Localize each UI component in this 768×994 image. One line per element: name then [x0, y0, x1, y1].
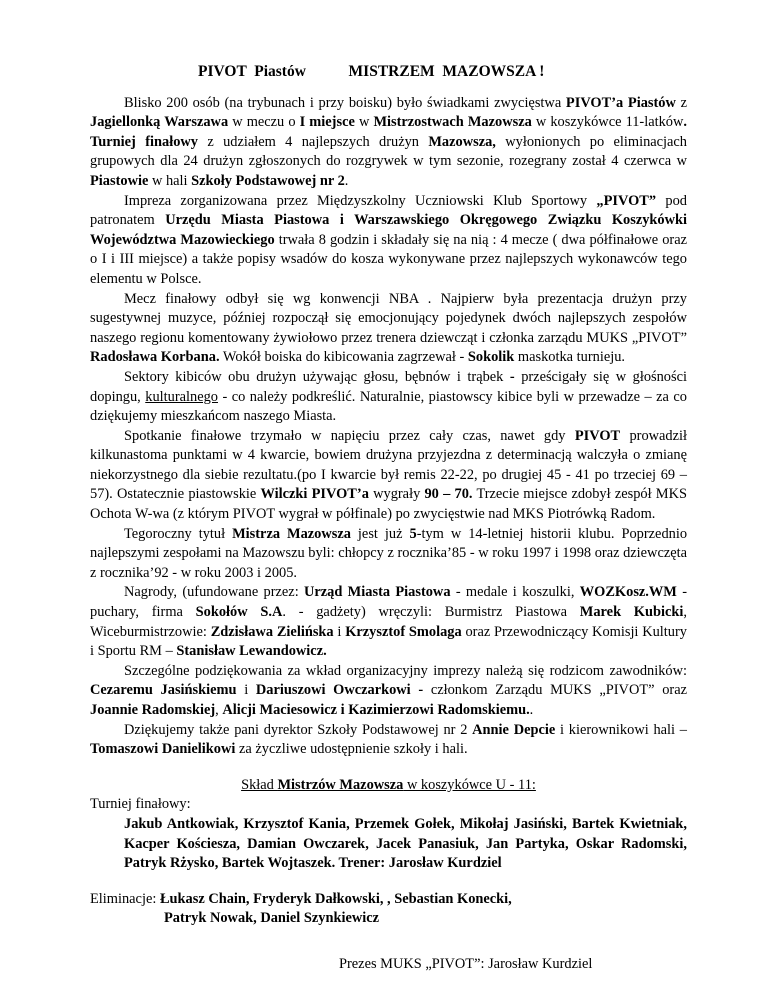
coach: Trener: Jarosław Kurdziel: [338, 855, 502, 872]
paragraph-9: Dziękujemy także pani dyrektor Szkoły Podstawowej nr 2 Annie Depcie i kierownikowi hali – Tomaszowi Danielikowi za życzliwe udostępnienie szkoły i hali.: [90, 721, 687, 758]
paragraph-5: Spotkanie finałowe trzymało w napięciu przez cały czas, nawet gdy PIVOT prowadził kilkunastoma punktami w 4 kwarcie, bowiem drużyna przyjezdna z determinacją walczyła o zmianę niekorzystnego dla siebie rezultatu.(po I kwarcie był remis 22-22, po drugiej 45 - 41 po trzeciej 69 – 57). Ostatecznie piastowskie Wilczki PIVOT’a wygrały 90 – 70. Trzecie miejsce zdobył zespół MKS Ochota W-wa (z którym PIVOT wygrał w półfinale) po zwycięstwie nad MKS Piotrówką Radom.: [90, 427, 688, 523]
paragraph-1: Blisko 200 osób (na trybunach i przy boisku) było świadkami zwycięstwa PIVOT’a Piastów z Jagiellonką Warszawa w meczu o I miejsce w Mistrzostwach Mazowsza w koszykówce 11-latków. Turniej finałowy z udziałem 4 najlepszych drużyn Mazowsza, wyłonionych po eliminacjach grupowych dla 24 drużyn zgłoszonych do rozgrywek w tym sezonie, rozegrany został 4 czerwca w Piastowie w hali Szkoły Podstawowej nr 2.: [90, 94, 688, 189]
paragraph-8: Szczególne podziękowania za wkład organizacyjny imprezy należą się rodzicom zawodników: Cezaremu Jasińskiemu i Dariuszowi Owczarkowi - członkom Zarządu MUKS „PIVOT” oraz Joannie Radomskiej, Alicji Maciesowicz i Kazimierzowi Radomskiemu..: [90, 662, 687, 718]
eliminations-line-2: Patryk Nowak, Daniel Szynkiewicz: [164, 910, 380, 927]
paragraph-3: Mecz finałowy odbył się wg konwencji NBA . Najpierw była prezentacja drużyn przy sugestywnej muzyce, później rozpoczął się emocjonujący pojedynek dwóch najlepszych zespołów naszego regionu komentowany żywiołowo przez trenera dziewcząt i członka zarządu MUKS „PIVOT” Radosława Korbana. Wokół boiska do kibicowania zagrzewał - Sokolik maskotka turnieju.: [90, 290, 687, 366]
paragraph-2: Impreza zorganizowana przez Międzyszkolny Uczniowski Klub Sportowy „PIVOT” pod patronatem Urzędu Miasta Piastowa i Warszawskiego Okręgowego Związku Koszykówki Województwa Mazowieckiego trwała 8 godzin i składały się na nią : 4 mecze ( dwa półfinałowe oraz o I i III miejsce) a także popisy wsadów do kosza wykonywane przez najlepszych wykonawców tego elementu w Polsce.: [90, 192, 687, 287]
article: [90, 62, 687, 975]
final-players: Jakub Antkowiak, Krzysztof Kania, Przemek Gołek, Mikołaj Jasiński, Bartek Kwietniak, Kacper Kościesza, Damian Owczarek, Jacek Panasiuk, Jan Partyka, Oskar Radomski, Patryk Rżysko, Bartek Wojtaszek. Trener: Jarosław Kurdziel: [124, 815, 687, 872]
paragraph-4: Sektory kibiców obu drużyn używając głosu, bębnów i trąbek - prześcigały się w głośności dopingu, kulturalnego - co należy podkreślić. Naturalnie, piastowscy kibice byli w przewadze – za co dziękujemy mieszkańcom naszego Miasta.: [90, 368, 687, 425]
eliminations: Eliminacje: Łukasz Chain, Fryderyk Dałkowski, , Sebastian Konecki,: [90, 890, 512, 907]
signature: Prezes MUKS „PIVOT”: Jarosław Kurdziel: [339, 955, 593, 972]
title-headline: MISTRZEM MAZOWSZA !: [348, 63, 545, 80]
paragraph-7: Nagrody, (ufundowane przez: Urząd Miasta Piastowa - medale i koszulki, WOZKosz.WM - puchary, firma Sokołów S.A. - gadżety) wręczyli: Burmistrz Piastowa Marek Kubicki, Wiceburmistrzowie: Zdzisława Zielińska i Krzysztof Smolaga oraz Przewodniczący Komisji Kultury i Sportu RM – Stanisław Lewandowicz.: [90, 584, 688, 660]
page-title: [198, 62, 687, 82]
final-label: Turniej finałowy:: [90, 796, 191, 813]
title-club: PIVOT Piastów: [198, 63, 306, 80]
squad-heading: Skład Mistrzów Mazowsza w koszykówce U - 11:: [241, 776, 536, 793]
paragraph-6: Tegoroczny tytuł Mistrza Mazowsza jest już 5-tym w 14-letniej historii klubu. Poprzednio najlepszymi zespołami na Mazowszu byli: chłopcy z rocznika’85 - w roku 1997 i 1998 oraz dziewczęta z rocznika’92 - w roku 2003 i 2005.: [90, 525, 688, 581]
